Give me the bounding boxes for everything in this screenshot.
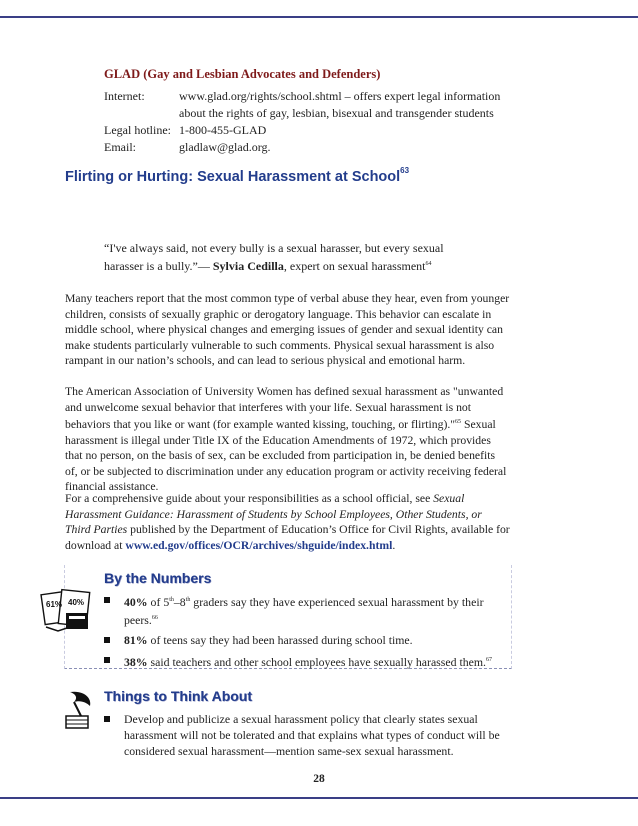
list-item: 40% of 5th–8th graders say they have experienced sexual harassment by their peers.$^{66}$: [100, 592, 500, 628]
hotline-label: Legal hotline:: [104, 123, 171, 137]
list-item: Develop and publicize a sexual harassment policy that clearly states sexual harassment will not be tolerated and that explains what types of conduct will be considered sexual harassment—mention same-sex sexual harassment.: [100, 711, 510, 759]
list-item: 81% of teens say they had been harassed during school time.: [100, 632, 500, 648]
email-value[interactable]: gladlaw@glad.org.: [179, 140, 271, 154]
internet-label: Internet:: [104, 89, 145, 103]
org-contact-block: [104, 88, 519, 156]
svg-text:61%: 61%: [46, 600, 63, 609]
top-rule: [0, 16, 638, 18]
bullet-square-icon: [104, 597, 110, 603]
paragraph-aauw: The American Association of University Women has defined sexual harassment as "unwanted and unwelcome sexual behavior that interferes with your life. Sexual harassment is not behaviors that you like or want (for example wanted kissing, touching, or flirting)."$^{65}$ Sexual harassment is illegal under Title IX of the Education Amendments of 1972, which provides that no person, on the basis of sex, can be excluded from participation in, be denied benefits of, or be subjected to discrimination under any education program or activity receiving federal financial assistance.: [65, 385, 507, 494]
list-item: 38% said teachers and other school employees have sexually harassed them.$^{67}$: [100, 652, 500, 670]
by-the-numbers-heading: By the Numbers: [104, 570, 212, 586]
hotline-value: 1-800-455-GLAD: [179, 123, 267, 137]
paragraph-intro: Many teachers report that the most common type of verbal abuse they hear, even from younger children, consists of sexually graphic or derogatory language. This behavior can escalate in middle school, where physical changes and emerging issues of gender and sexual identity can make students particularly vulnerable to such comments. Physical sexual harassment is also rampant in our nation’s schools, and can lead to serious physical and emotional harm.: [65, 292, 510, 368]
email-label: Email:: [104, 140, 136, 154]
numbers-list: [100, 592, 500, 674]
statistics-icon: [40, 587, 96, 640]
internet-value[interactable]: www.glad.org/rights/school.shtml – offers expert legal information about the rights of gay, lesbian, bisexual and transgender students: [179, 89, 501, 120]
page-number: 28: [313, 773, 325, 785]
think-list: [100, 711, 510, 763]
paragraph-guide: For a comprehensive guide about your responsibilities as a school official, see Sexual Harassment Guidance: Harassment of Students by School Employees, Other Students, or Third Parties published by the Department of Education’s Office for Civil Rights, available for download at www.ed.gov/offices/OCR/archives/shguide/index.html.: [65, 492, 510, 552]
things-to-think-heading: Things to Think About: [104, 688, 253, 704]
bullet-square-icon: [104, 657, 110, 663]
org-name: GLAD (Gay and Lesbian Advocates and Defenders): [104, 67, 381, 81]
bullet-square-icon: [104, 637, 110, 643]
quote-author: Sylvia Cedilla: [212, 259, 284, 273]
svg-text:40%: 40%: [68, 598, 85, 607]
section-footnote-ref: 63: [400, 166, 410, 175]
section-heading: Flirting or Hurting: Sexual Harassment at School$^{63}$: [65, 166, 410, 185]
guide-title: Sexual Harassment Guidance: Harassment of Students by School Employees, Other Students, or Third Parties: [65, 492, 482, 537]
quill-pen-icon: [62, 688, 96, 735]
bullet-square-icon: [104, 716, 110, 722]
ocr-guide-link[interactable]: www.ed.gov/offices/OCR/archives/shguide/index.html: [125, 538, 393, 552]
pull-quote: “I've always said, not every bully is a sexual harasser, but every sexual harasser is a bully.”— Sylvia Cedilla, expert on sexual harassment$^{64}$: [104, 241, 444, 273]
bottom-rule: [0, 797, 638, 799]
